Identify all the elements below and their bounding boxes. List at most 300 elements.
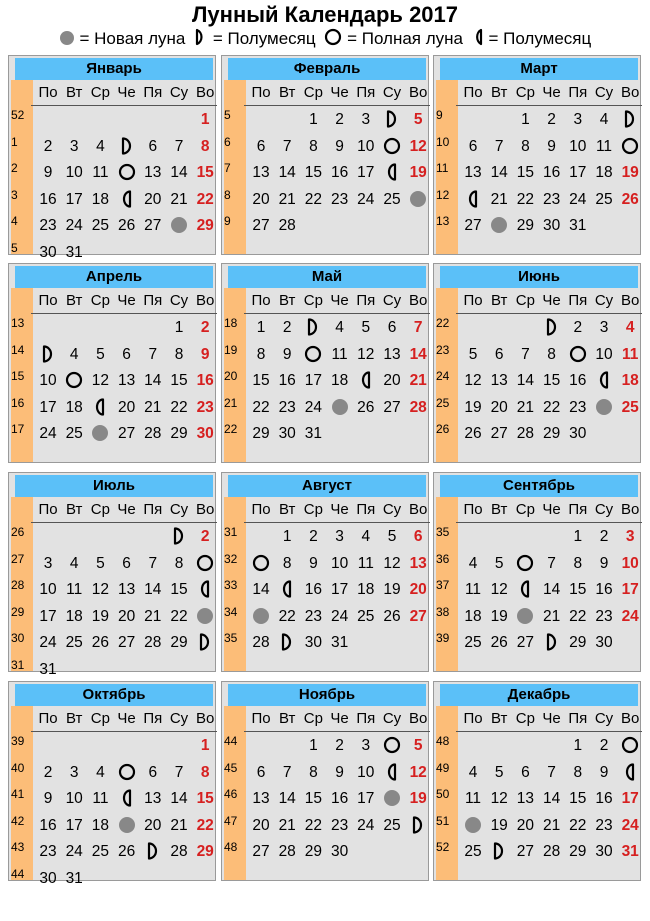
sunday-date: 8 bbox=[200, 763, 210, 781]
weekday-header: Во bbox=[409, 710, 428, 727]
calendar-date: 28 bbox=[144, 425, 162, 442]
calendar-date: 7 bbox=[494, 137, 504, 155]
weekday-header: Пя bbox=[356, 710, 376, 727]
calendar-date: 2 bbox=[573, 319, 583, 336]
full-moon-icon bbox=[61, 370, 87, 390]
calendar-date: 3 bbox=[599, 319, 609, 336]
first-quarter-moon-icon bbox=[486, 841, 512, 861]
week-number: 19 bbox=[224, 342, 238, 357]
week-number: 34 bbox=[224, 604, 238, 619]
calendar-date: 7 bbox=[174, 137, 184, 155]
calendar-date: 14 bbox=[278, 790, 296, 807]
calendar-date: 26 bbox=[91, 634, 110, 651]
week-number: 9 bbox=[436, 108, 443, 122]
calendar-date: 18 bbox=[91, 190, 110, 208]
calendar-date: 28 bbox=[278, 217, 296, 234]
week-number: 36 bbox=[436, 551, 450, 566]
calendar-date: 16 bbox=[39, 190, 57, 208]
calendar-date: 24 bbox=[39, 634, 57, 651]
month-panel bbox=[221, 681, 429, 881]
last-quarter-moon-icon bbox=[472, 29, 484, 48]
sunday-date: 3 bbox=[625, 528, 635, 545]
weekday-header: Че bbox=[330, 710, 349, 727]
calendar-date: 2 bbox=[335, 111, 344, 128]
calendar-date: 20 bbox=[516, 816, 535, 834]
calendar-date: 5 bbox=[494, 554, 504, 572]
calendar-date: 17 bbox=[65, 816, 83, 834]
calendar-date: 20 bbox=[252, 816, 270, 834]
calendar-date: 7 bbox=[282, 763, 292, 781]
calendar-date: 19 bbox=[383, 581, 401, 598]
calendar-date: 19 bbox=[490, 816, 508, 834]
calendar-date: 10 bbox=[357, 137, 375, 155]
weekday-header: Пя bbox=[568, 501, 588, 518]
calendar-date: 30 bbox=[304, 634, 323, 651]
calendar-date: 5 bbox=[468, 345, 478, 363]
header-divider bbox=[31, 105, 217, 106]
week-number: 11 bbox=[436, 161, 449, 175]
month-panel bbox=[221, 55, 429, 255]
calendar-date: 13 bbox=[117, 581, 136, 598]
calendar-date: 30 bbox=[39, 869, 57, 887]
weekday-header: По bbox=[38, 710, 58, 727]
week-number: 6 bbox=[224, 134, 231, 149]
legend-new-moon bbox=[59, 28, 186, 50]
new-moon-icon bbox=[460, 815, 486, 835]
full-moon-icon bbox=[379, 735, 405, 755]
month-title: Февраль bbox=[228, 58, 426, 80]
calendar-date: 4 bbox=[361, 528, 371, 545]
week-number: 29 bbox=[11, 604, 25, 619]
weekday-header: Вт bbox=[65, 292, 83, 309]
calendar-date: 10 bbox=[330, 554, 349, 572]
month-title: Июнь bbox=[440, 266, 638, 288]
calendar-date: 29 bbox=[252, 425, 270, 442]
sunday-date: 2 bbox=[200, 319, 210, 336]
calendar-date: 28 bbox=[516, 425, 535, 442]
calendar-date: 13 bbox=[144, 164, 162, 181]
calendar-date: 22 bbox=[569, 816, 587, 834]
month-panel bbox=[433, 681, 641, 881]
calendar-date: 16 bbox=[595, 790, 613, 807]
calendar-date: 4 bbox=[69, 554, 79, 572]
calendar-date: 22 bbox=[569, 607, 587, 625]
week-number: 52 bbox=[436, 840, 450, 854]
header-divider bbox=[456, 105, 642, 106]
legend-first-quarter bbox=[194, 28, 316, 50]
calendar-date: 7 bbox=[282, 137, 292, 155]
calendar-date: 15 bbox=[170, 581, 188, 598]
legend-full-moon bbox=[324, 28, 463, 50]
calendar-date: 6 bbox=[122, 554, 131, 572]
calendar-date: 19 bbox=[91, 607, 110, 625]
calendar-date: 13 bbox=[144, 790, 162, 807]
weekday-header: Вт bbox=[278, 292, 296, 309]
first-quarter-moon-icon bbox=[35, 344, 61, 364]
new-moon-icon bbox=[192, 606, 218, 626]
calendar-date: 21 bbox=[144, 398, 162, 416]
calendar-date: 6 bbox=[122, 345, 131, 363]
weekday-header: Су bbox=[169, 84, 189, 101]
calendar-date: 27 bbox=[252, 843, 270, 860]
calendar-date: 28 bbox=[278, 843, 296, 860]
month-panel bbox=[8, 263, 216, 463]
weekday-header: Су bbox=[169, 501, 189, 518]
calendar-date: 17 bbox=[357, 164, 375, 181]
calendar-date: 28 bbox=[170, 843, 188, 860]
month-panel bbox=[8, 472, 216, 678]
calendar-date: 21 bbox=[490, 190, 508, 208]
weekday-header: Ср bbox=[90, 501, 110, 518]
calendar-date: 3 bbox=[43, 554, 53, 572]
calendar-date: 31 bbox=[569, 217, 587, 234]
calendar-date: 31 bbox=[39, 660, 57, 678]
weekday-header: Су bbox=[594, 292, 614, 309]
calendar-date: 22 bbox=[252, 398, 270, 416]
calendar-date: 13 bbox=[516, 790, 535, 807]
weekday-header: По bbox=[251, 292, 271, 309]
sunday-date: 13 bbox=[409, 554, 427, 572]
new-moon-icon bbox=[59, 29, 75, 48]
calendar-date: 10 bbox=[39, 581, 57, 598]
calendar-date: 31 bbox=[304, 425, 323, 442]
sunday-date: 1 bbox=[200, 111, 210, 128]
calendar-date: 22 bbox=[278, 607, 296, 625]
sunday-date: 17 bbox=[621, 790, 639, 807]
calendar-date: 28 bbox=[252, 634, 270, 651]
calendar-date: 9 bbox=[43, 164, 53, 181]
week-number: 50 bbox=[436, 787, 450, 801]
calendar-date: 25 bbox=[91, 217, 110, 234]
new-moon-icon bbox=[248, 606, 274, 626]
weekday-header: Ср bbox=[90, 84, 110, 101]
week-number: 37 bbox=[436, 578, 450, 592]
header-divider bbox=[244, 313, 430, 314]
calendar-date: 6 bbox=[256, 763, 266, 781]
calendar-date: 21 bbox=[170, 190, 188, 208]
calendar-date: 31 bbox=[65, 869, 83, 887]
last-quarter-moon-icon bbox=[114, 788, 140, 808]
calendar-date: 30 bbox=[595, 634, 613, 651]
calendar-date: 14 bbox=[170, 790, 188, 807]
sunday-date: 25 bbox=[621, 398, 639, 416]
calendar-date: 24 bbox=[569, 190, 587, 208]
calendar-date: 5 bbox=[96, 554, 105, 572]
weekday-header: Су bbox=[594, 710, 614, 727]
last-quarter-moon-icon bbox=[114, 189, 140, 209]
calendar-date: 23 bbox=[304, 607, 323, 625]
calendar-date: 1 bbox=[282, 528, 292, 545]
calendar-date: 22 bbox=[542, 398, 561, 416]
weekday-header: Су bbox=[382, 501, 402, 518]
month-title: Апрель bbox=[15, 266, 213, 288]
full-moon-icon bbox=[300, 344, 326, 364]
calendar-date: 8 bbox=[521, 137, 530, 155]
calendar-date: 10 bbox=[595, 345, 613, 363]
calendar-date: 31 bbox=[330, 634, 349, 651]
weekday-header: Су bbox=[169, 292, 189, 309]
calendar-date: 23 bbox=[595, 607, 613, 625]
calendar-date: 23 bbox=[39, 843, 57, 860]
calendar-date: 11 bbox=[464, 790, 482, 807]
weekday-header: Пя bbox=[356, 501, 376, 518]
weekday-header: Че bbox=[330, 292, 349, 309]
calendar-date: 30 bbox=[542, 217, 561, 234]
calendar-date: 23 bbox=[330, 816, 349, 834]
calendar-date: 30 bbox=[39, 243, 57, 261]
week-number: 40 bbox=[11, 760, 25, 775]
weekday-header: Ср bbox=[515, 710, 535, 727]
last-quarter-moon-icon bbox=[379, 162, 405, 182]
full-moon-icon bbox=[192, 553, 218, 573]
week-number: 41 bbox=[11, 787, 25, 801]
first-quarter-moon-icon bbox=[166, 526, 192, 546]
calendar-date: 14 bbox=[516, 372, 535, 389]
month-panel bbox=[221, 472, 429, 672]
week-number: 42 bbox=[11, 813, 25, 828]
weekday-header: Пя bbox=[568, 84, 588, 101]
month-panel bbox=[433, 55, 641, 255]
header-divider bbox=[31, 522, 217, 523]
header-divider bbox=[244, 731, 430, 732]
week-number: 22 bbox=[224, 422, 238, 436]
weekday-header: По bbox=[463, 292, 483, 309]
calendar-date: 4 bbox=[96, 137, 105, 155]
calendar-date: 1 bbox=[573, 737, 583, 754]
first-quarter-moon-icon bbox=[274, 632, 300, 652]
calendar-date: 25 bbox=[65, 634, 83, 651]
weekday-header: Ср bbox=[303, 292, 323, 309]
calendar-date: 8 bbox=[282, 554, 292, 572]
calendar-date: 27 bbox=[516, 634, 535, 651]
weekday-header: Вт bbox=[65, 501, 83, 518]
header-divider bbox=[456, 522, 642, 523]
month-panel bbox=[433, 263, 641, 463]
new-moon-icon bbox=[486, 215, 512, 235]
calendar-date: 19 bbox=[464, 398, 482, 416]
calendar-date: 6 bbox=[148, 137, 158, 155]
calendar-date: 16 bbox=[569, 372, 587, 389]
calendar-date: 9 bbox=[599, 763, 609, 781]
legend-new-moon-label: = Новая луна bbox=[79, 29, 186, 48]
header-divider bbox=[31, 313, 217, 314]
weekday-header: Во bbox=[196, 501, 215, 518]
weekday-header: Во bbox=[409, 501, 428, 518]
first-quarter-moon-icon bbox=[539, 632, 565, 652]
calendar-date: 6 bbox=[148, 763, 158, 781]
calendar-date: 20 bbox=[117, 607, 136, 625]
week-number: 3 bbox=[11, 187, 18, 202]
sunday-date: 28 bbox=[409, 398, 427, 416]
new-moon-icon bbox=[405, 189, 431, 209]
week-number: 48 bbox=[436, 734, 450, 748]
calendar-date: 11 bbox=[331, 345, 348, 363]
weekday-header: Во bbox=[409, 84, 428, 101]
calendar-date: 2 bbox=[599, 528, 609, 545]
calendar-date: 13 bbox=[252, 790, 270, 807]
calendar-date: 24 bbox=[65, 217, 83, 234]
week-number: 48 bbox=[224, 840, 238, 854]
calendar-date: 24 bbox=[65, 843, 83, 860]
week-number: 13 bbox=[11, 316, 25, 330]
calendar-date: 9 bbox=[547, 137, 556, 155]
header-divider bbox=[456, 313, 642, 314]
calendar-date: 6 bbox=[521, 763, 530, 781]
calendar-date: 25 bbox=[91, 843, 110, 860]
weekday-header: Ср bbox=[515, 84, 535, 101]
calendar-date: 12 bbox=[91, 581, 110, 598]
first-quarter-moon-icon bbox=[192, 632, 218, 652]
calendar-date: 30 bbox=[569, 425, 587, 442]
calendar-date: 7 bbox=[174, 763, 184, 781]
full-moon-icon bbox=[324, 29, 342, 48]
calendar-date: 27 bbox=[464, 217, 482, 234]
weekday-header: По bbox=[38, 292, 58, 309]
weekday-header: По bbox=[38, 501, 58, 518]
weekday-header: Вт bbox=[278, 501, 296, 518]
calendar-date: 11 bbox=[66, 581, 83, 598]
calendar-date: 23 bbox=[330, 190, 349, 208]
calendar-date: 15 bbox=[252, 372, 270, 389]
calendar-date: 8 bbox=[547, 345, 556, 363]
calendar-date: 20 bbox=[252, 190, 270, 208]
calendar-date: 4 bbox=[468, 554, 478, 572]
sunday-date: 6 bbox=[413, 528, 423, 545]
calendar-date: 19 bbox=[490, 607, 508, 625]
calendar-date: 26 bbox=[490, 634, 508, 651]
legend-full-moon-label: = Полная луна bbox=[347, 29, 463, 48]
weekday-header: Вт bbox=[278, 84, 296, 101]
calendar-date: 1 bbox=[309, 111, 318, 128]
calendar-date: 5 bbox=[361, 319, 371, 336]
weekday-header: Во bbox=[621, 501, 640, 518]
calendar-date: 21 bbox=[170, 816, 188, 834]
calendar-date: 14 bbox=[170, 164, 188, 181]
calendar-date: 23 bbox=[595, 816, 613, 834]
weekday-header: Пя bbox=[143, 84, 163, 101]
calendar-date: 14 bbox=[252, 581, 270, 598]
weekday-header: Су bbox=[382, 292, 402, 309]
calendar-date: 26 bbox=[464, 425, 482, 442]
weekday-header: Вт bbox=[278, 710, 296, 727]
calendar-date: 25 bbox=[464, 843, 482, 860]
calendar-date: 12 bbox=[383, 554, 401, 572]
weekday-header: Че bbox=[542, 710, 561, 727]
week-number: 27 bbox=[11, 551, 25, 566]
last-quarter-moon-icon bbox=[353, 370, 379, 390]
calendar-date: 14 bbox=[144, 372, 162, 389]
week-number: 22 bbox=[436, 316, 450, 330]
legend bbox=[0, 28, 650, 50]
calendar-date: 27 bbox=[490, 425, 508, 442]
week-number: 9 bbox=[224, 214, 231, 228]
new-moon-icon bbox=[591, 397, 617, 417]
calendar-date: 22 bbox=[170, 607, 188, 625]
full-moon-icon bbox=[248, 553, 274, 573]
calendar-date: 5 bbox=[96, 345, 105, 363]
weekday-header: Че bbox=[330, 84, 349, 101]
calendar-date: 30 bbox=[595, 843, 613, 860]
calendar-date: 2 bbox=[335, 737, 344, 754]
calendar-date: 20 bbox=[117, 398, 136, 416]
calendar-date: 8 bbox=[256, 345, 266, 363]
calendar-date: 27 bbox=[117, 425, 136, 442]
last-quarter-moon-icon bbox=[274, 579, 300, 599]
week-number: 47 bbox=[224, 813, 238, 828]
calendar-date: 11 bbox=[92, 164, 109, 181]
calendar-date: 3 bbox=[335, 528, 344, 545]
week-number: 49 bbox=[436, 760, 450, 775]
sunday-date: 5 bbox=[413, 111, 423, 128]
calendar-date: 18 bbox=[595, 164, 613, 181]
weekday-header: Че bbox=[542, 84, 561, 101]
calendar-date: 17 bbox=[357, 790, 375, 807]
calendar-date: 6 bbox=[494, 345, 504, 363]
weekday-header: Ср bbox=[515, 292, 535, 309]
sunday-date: 18 bbox=[621, 372, 639, 389]
week-number: 30 bbox=[11, 631, 25, 645]
weekday-header: Ср bbox=[90, 292, 110, 309]
calendar-date: 16 bbox=[278, 372, 296, 389]
calendar-date: 11 bbox=[92, 790, 109, 807]
sunday-date: 19 bbox=[621, 164, 639, 181]
calendar-date: 7 bbox=[521, 345, 530, 363]
weekday-header: Ср bbox=[303, 84, 323, 101]
calendar-date: 29 bbox=[516, 217, 535, 234]
weekday-header: Ср bbox=[303, 710, 323, 727]
last-quarter-moon-icon bbox=[460, 189, 486, 209]
calendar-date: 20 bbox=[144, 190, 162, 208]
first-quarter-moon-icon bbox=[300, 317, 326, 337]
calendar-date: 5 bbox=[494, 763, 504, 781]
weekday-header: Вт bbox=[490, 292, 508, 309]
calendar-date: 21 bbox=[144, 607, 162, 625]
month-panel bbox=[8, 681, 216, 887]
calendar-date: 12 bbox=[464, 372, 482, 389]
full-moon-icon bbox=[379, 136, 405, 156]
week-number: 39 bbox=[11, 734, 25, 748]
new-moon-icon bbox=[512, 606, 538, 626]
sunday-date: 15 bbox=[196, 164, 214, 181]
calendar-date: 6 bbox=[256, 137, 266, 155]
sunday-date: 7 bbox=[413, 319, 423, 336]
month-title: Июль bbox=[15, 475, 213, 497]
sunday-date: 1 bbox=[200, 737, 210, 754]
header-divider bbox=[456, 731, 642, 732]
calendar-date: 8 bbox=[174, 554, 184, 572]
calendar-date: 23 bbox=[569, 398, 587, 416]
weekday-header: Су bbox=[169, 710, 189, 727]
month-title: Сентябрь bbox=[440, 475, 638, 497]
calendar-date: 14 bbox=[278, 164, 296, 181]
last-quarter-moon-icon bbox=[379, 762, 405, 782]
sunday-date: 30 bbox=[196, 425, 214, 442]
calendar-date: 24 bbox=[330, 607, 349, 625]
calendar-date: 15 bbox=[569, 790, 587, 807]
weekday-header: По bbox=[463, 710, 483, 727]
weekday-header: Во bbox=[196, 84, 215, 101]
calendar-date: 21 bbox=[542, 816, 561, 834]
calendar-date: 14 bbox=[490, 164, 508, 181]
week-number: 5 bbox=[11, 240, 18, 255]
sunday-date: 11 bbox=[621, 345, 639, 363]
weekday-header: Су bbox=[594, 84, 614, 101]
full-moon-icon bbox=[565, 344, 591, 364]
calendar-date: 12 bbox=[490, 790, 508, 807]
week-number: 23 bbox=[436, 342, 450, 357]
calendar-date: 2 bbox=[547, 111, 556, 128]
calendar-date: 10 bbox=[39, 372, 57, 389]
